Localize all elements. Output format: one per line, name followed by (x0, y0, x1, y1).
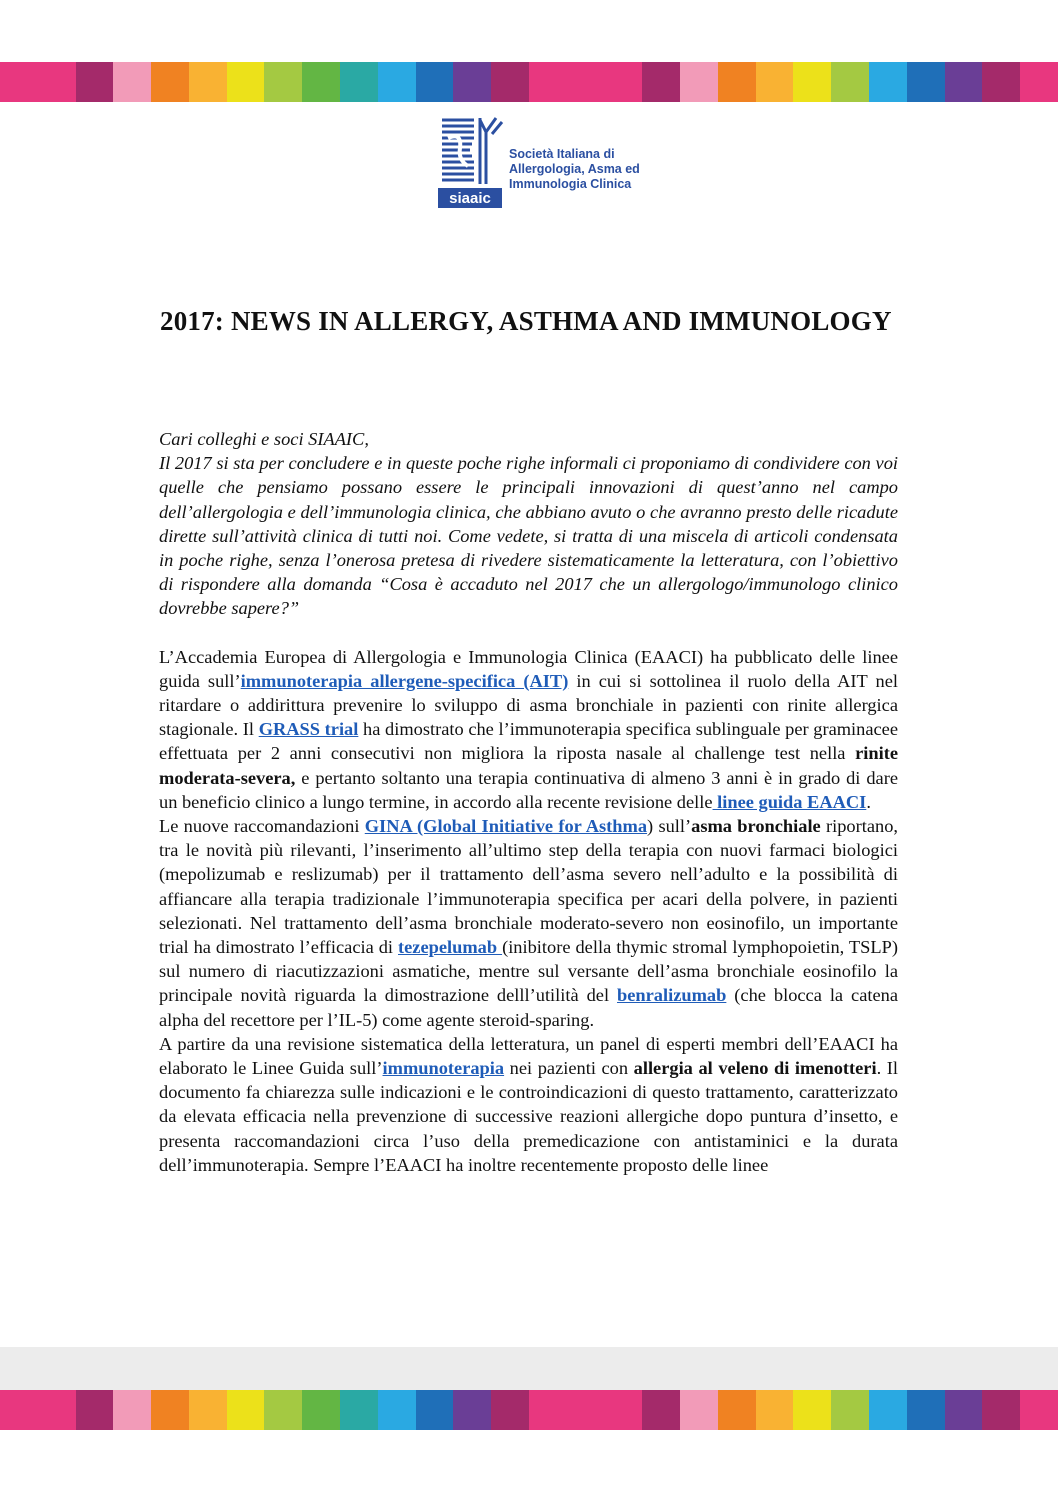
stripe-segment (793, 62, 831, 102)
intro-text: Il 2017 si sta per concludere e in queste poche righe informali ci proponiamo di condividere con voi quelle che pensiamo possano essere le principali innovazioni di quest’anno nel campo dell’allergologia e dell’immunologia clinica, che abbiano avuto o che avranno presto delle ricadute dirette sull’attività clinica di tutti noi. Come vedete, si tratta di una miscela di articoli condensata in poche righe, senza l’onerosa pretesa di rivedere sistematicamente la letteratura, con l’obiettivo di rispondere alla domanda “Cosa è accaduto nel 2017 che un allergologo/immunologo clinico dovrebbe sapere?” (159, 453, 898, 619)
stripe-segment (680, 62, 718, 102)
p2-text-3: riportano, tra le novità più rilevanti, l’inserimento all’ultimo step della terapia con nuovi farmaci biologici (mepolizumab e reslizumab) per il trattamento dell’asma severo nell’adulto e la possibilità di affiancare alla terapia tradizionale l’immunoterapia specifica per acari della polvere, in pazienti selezionati. Nel trattamento dell’asma bronchiale moderato-severo non eosinofilo, un importante trial ha dimostrato l’efficacia di (159, 816, 899, 958)
link-immunoterapia[interactable]: immunoterapia (382, 1058, 505, 1079)
stripe-segment (605, 1390, 643, 1430)
stripe-segment (831, 1390, 869, 1430)
logo-society-name (509, 147, 640, 192)
p2-bold-asma: asma bronchiale (691, 816, 821, 837)
paragraph-gina (159, 814, 898, 1032)
stripe-segment (907, 62, 945, 102)
paragraph-ait (159, 645, 898, 814)
stripe-segment (189, 62, 227, 102)
p3-bold-allergia: allergia al veleno di imenotteri (633, 1058, 877, 1079)
stripe-segment (529, 1390, 567, 1430)
stripe-segment (945, 62, 983, 102)
siaaic-emblem-icon (436, 114, 506, 210)
stripe-segment (793, 1390, 831, 1430)
logo-acronym: siaaic (449, 190, 491, 207)
p1-bold-rinite: rinite moderata-severa, (159, 743, 898, 788)
stripe-segment (113, 62, 151, 102)
link-linee-guida-eaaci[interactable]: linee guida EAACI (712, 791, 867, 812)
link-benralizumab[interactable]: benralizumab (617, 985, 727, 1006)
stripe-segment (756, 1390, 794, 1430)
stripe-segment (151, 62, 189, 102)
stripe-segment (453, 1390, 491, 1430)
stripe-segment (38, 62, 76, 102)
p2-text-2: ) sull’ (647, 816, 692, 837)
link-gina[interactable]: GINA (Global Initiative for Asthma (364, 816, 648, 837)
stripe-segment (151, 1390, 189, 1430)
paragraph-imenotteri (159, 1032, 898, 1177)
top-color-stripe (0, 62, 1058, 102)
stripe-segment (529, 62, 567, 102)
stripe-segment (0, 62, 38, 102)
siaaic-logo (436, 114, 640, 210)
p2-text-4: (inibitore della thymic stromal lymphopoietin, TSLP) sul numero di riacutizzazioni asmatiche, mentre sul versante dell’asma bronchiale eosinofilo la principale novità riguarda la dimostrazione delll’utilità del (159, 937, 898, 1006)
document-body (159, 427, 898, 1177)
stripe-segment (227, 62, 265, 102)
stripe-segment (642, 1390, 680, 1430)
logo-name-line-3: Immunologia Clinica (509, 177, 632, 191)
stripe-segment (378, 62, 416, 102)
p2-text-1: Le nuove raccomandazioni (159, 816, 365, 837)
p1-text-5: . (866, 791, 871, 812)
stripe-segment (567, 1390, 605, 1430)
stripe-segment (416, 62, 454, 102)
stripe-segment (189, 1390, 227, 1430)
p2-text-5: (che blocca la catena alpha del recettore per l’IL-5) come agente steroid-sparing. (159, 985, 898, 1030)
stripe-segment (0, 1390, 38, 1430)
stripe-segment (113, 1390, 151, 1430)
stripe-segment (491, 1390, 529, 1430)
stripe-segment (982, 62, 1020, 102)
stripe-segment (76, 62, 114, 102)
stripe-segment (756, 62, 794, 102)
stripe-segment (680, 1390, 718, 1430)
p3-text-3: . Il documento fa chiarezza sulle indicazioni e le controindicazioni di questo trattamento, caratterizzato da elevata efficacia nella prevenzione di successive reazioni allergiche dopo puntura d’insetto, e presenta raccomandazioni circa l’uso della premedicazione con antistaminici e la durata dell’immunoterapia. Sempre l’EAACI ha inoltre recentemente proposto delle linee (159, 1058, 899, 1175)
stripe-segment (76, 1390, 114, 1430)
stripe-segment (416, 1390, 454, 1430)
p1-text-3: ha dimostrato che l’immunoterapia specifica sublinguale per graminacee effettuata per 2 anni consecutivi non migliora la riposta nasale al challenge test nella (159, 719, 898, 764)
p1-text-2: in cui si sottolinea il ruolo della AIT nel ritardare o addirittura prevenire lo sviluppo di asma bronchiale in pazienti con rinite allergica stagionale. Il (159, 670, 898, 740)
intro-greeting: Cari colleghi e soci SIAAIC, (159, 429, 369, 449)
p3-text-2: nei pazienti con (504, 1058, 634, 1079)
stripe-segment (453, 62, 491, 102)
stripe-segment (302, 62, 340, 102)
logo-name-line-2: Allergologia, Asma ed (509, 162, 640, 176)
stripe-segment (38, 1390, 76, 1430)
stripe-segment (869, 62, 907, 102)
stripe-segment (302, 1390, 340, 1430)
stripe-segment (945, 1390, 983, 1430)
link-tezepelumab[interactable]: tezepelumab (398, 937, 503, 958)
stripe-segment (718, 1390, 756, 1430)
stripe-segment (831, 62, 869, 102)
stripe-segment (869, 1390, 907, 1430)
stripe-segment (907, 1390, 945, 1430)
stripe-segment (491, 62, 529, 102)
link-ait[interactable]: immunoterapia allergene-specifica (AIT) (240, 670, 569, 691)
p1-text-4: e pertanto soltanto una terapia continuativa di almeno 3 anni è in grado di dare un beneficio clinico a lungo termine, in accordo alla recente revisione delle (159, 767, 898, 812)
p1-text-1: L’Accademia Europea di Allergologia e Immunologia Clinica (EAACI) ha pubblicato delle linee guida sull’ (159, 646, 898, 691)
logo-name-line-1: Società Italiana di (509, 147, 615, 161)
stripe-segment (340, 1390, 378, 1430)
stripe-segment (264, 1390, 302, 1430)
stripe-segment (982, 1390, 1020, 1430)
stripe-segment (227, 1390, 265, 1430)
stripe-segment (378, 1390, 416, 1430)
stripe-segment (1020, 62, 1058, 102)
stripe-segment (642, 62, 680, 102)
p3-text-1: A partire da una revisione sistematica della letteratura, un panel di esperti membri dell’EAACI ha elaborato le Linee Guida sull’ (159, 1033, 898, 1079)
stripe-segment (340, 62, 378, 102)
bottom-color-stripe (0, 1390, 1058, 1430)
stripe-segment (264, 62, 302, 102)
stripe-segment (1020, 1390, 1058, 1430)
stripe-segment (567, 62, 605, 102)
stripe-segment (718, 62, 756, 102)
footer-gray-band (0, 1347, 1058, 1391)
page-title: 2017: NEWS IN ALLERGY, ASTHMA AND IMMUNOLOGY (160, 306, 892, 336)
link-grass-trial[interactable]: GRASS trial (258, 719, 359, 740)
stripe-segment (605, 62, 643, 102)
